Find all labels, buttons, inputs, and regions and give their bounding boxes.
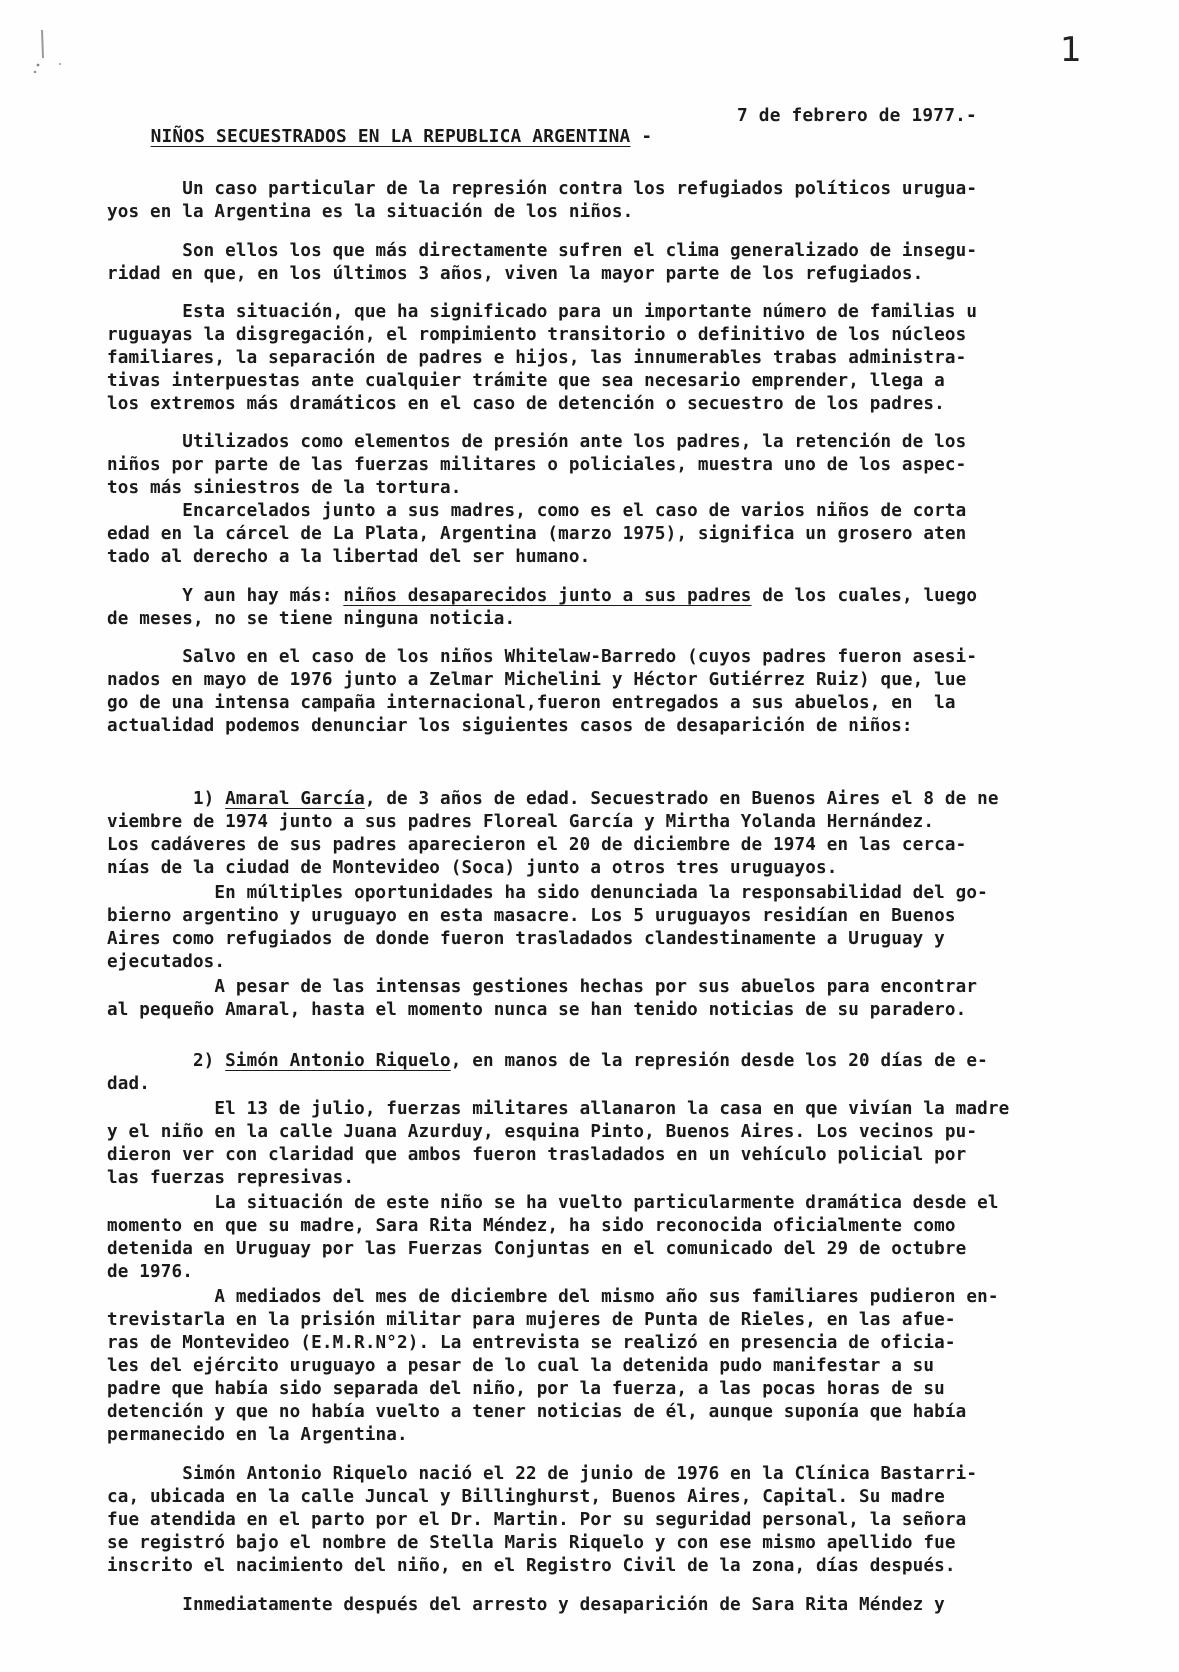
line-text: Simón Antonio Riquelo nació el 22 de junio de 1976 en la Clínica Bastarri- [107, 1464, 978, 1484]
text-line [107, 951, 225, 973]
line-text: Utilizados como elementos de presión ante los padres, la retención de los [107, 432, 967, 452]
text-line [107, 1463, 977, 1485]
line-text: trevistarla en la prisión militar para mujeres de Punta de Rieles, en las afue- [107, 1310, 956, 1330]
text-line [107, 1509, 966, 1531]
line-text: nías de la ciudad de Montevideo (Soca) junto a otros tres uruguayos. [107, 858, 838, 878]
document-header [107, 105, 977, 189]
line-text: yos en la Argentina es la situación de los niños. [107, 202, 634, 222]
line-text: momento en que su madre, Sara Rita Méndez, ha sido reconocida oficialmente como [107, 1216, 956, 1236]
text-line [107, 1238, 966, 1260]
text-line [107, 882, 988, 904]
text-line [107, 1121, 977, 1143]
paper-mark [30, 20, 70, 90]
line-text: ridad en que, en los últimos 3 años, viven la mayor parte de los refugiados. [107, 264, 924, 284]
line-text: Un caso particular de la represión contra los refugiados políticos urugua- [107, 179, 978, 199]
text-line [107, 370, 945, 392]
text-line [107, 546, 590, 568]
text-line [107, 454, 966, 476]
text-line [107, 1050, 988, 1072]
text-line [107, 324, 966, 346]
line-text: padre que había sido separada del niño, por la fuerza, a las pocas horas de su [107, 1379, 945, 1399]
line-text: nados en mayo de 1976 junto a Zelmar Michelini y Héctor Gutiérrez Ruiz) que, lue [107, 670, 967, 690]
text-line [107, 1192, 999, 1214]
line-text: 2) [107, 1051, 226, 1071]
line-text: inscrito el nacimiento del niño, en el Registro Civil de la zona, días después. [107, 1556, 956, 1576]
underlined-text: Simón Antonio Riquelo [225, 1051, 451, 1071]
text-line [107, 1261, 193, 1283]
line-text: de 1976. [107, 1262, 193, 1282]
text-line [107, 788, 999, 810]
line-text: En múltiples oportunidades ha sido denunciada la responsabilidad del go- [107, 883, 988, 903]
document-date: 7 de febrero de 1977.- [737, 105, 977, 126]
line-text: tivas interpuestas ante cualquier trámite que sea necesario emprender, llega a [107, 371, 945, 391]
text-line [107, 976, 977, 998]
line-text: y el niño en la calle Juana Azurduy, esquina Pinto, Buenos Aires. Los vecinos pu- [107, 1122, 978, 1142]
line-text-after: , de 3 años de edad. Secuestrado en Buenos Aires el 8 de ne [364, 789, 999, 809]
text-line [107, 1332, 956, 1354]
text-line [107, 301, 977, 323]
underlined-text: Amaral García [225, 789, 365, 809]
line-text: Son ellos los que más directamente sufren el clima generalizado de insegu- [107, 241, 978, 261]
text-line [107, 1555, 956, 1577]
text-line [107, 928, 945, 950]
line-text: ruguayas la disgregación, el rompimiento transitorio o definitivo de los núcleos [107, 325, 967, 345]
line-text: Aires como refugiados de donde fueron trasladados clandestinamente a Uruguay y [107, 929, 945, 949]
text-line [107, 178, 977, 200]
line-text: go de una intensa campaña internacional,fueron entregados a sus abuelos, en la [107, 693, 956, 713]
line-text: detenida en Uruguay por las Fuerzas Conjuntas en el comunicado del 29 de octubre [107, 1239, 967, 1259]
line-text: tado al derecho a la libertad del ser humano. [107, 547, 591, 567]
line-text: Los cadáveres de sus padres aparecieron el 20 de diciembre de 1974 en las cerca- [107, 835, 967, 855]
text-line [107, 811, 934, 833]
line-text: El 13 de julio, fuerzas militares allanaron la casa en que vivían la madre [107, 1099, 1010, 1119]
text-line [107, 692, 956, 714]
text-line [107, 1355, 934, 1377]
text-line [107, 500, 966, 522]
text-line [107, 1594, 945, 1616]
text-line [107, 1167, 354, 1189]
text-line [107, 240, 977, 262]
line-text: permanecido en la Argentina. [107, 1425, 408, 1445]
text-line [107, 201, 633, 223]
line-text: niños por parte de las fuerzas militares o policiales, muestra uno de los aspec- [107, 455, 967, 475]
line-text: de meses, no se tiene ninguna noticia. [107, 609, 516, 629]
document-title: NIÑOS SECUESTRADOS EN LA REPUBLICA ARGENTINA [150, 126, 631, 147]
line-text: les del ejército uruguayo a pesar de lo cual la detenida pudo manifestar a su [107, 1356, 935, 1376]
text-line [107, 715, 913, 737]
underlined-text: niños desaparecidos junto a sus padres [343, 586, 752, 606]
line-text: A mediados del mes de diciembre del mismo año sus familiares pudieron en- [107, 1287, 999, 1307]
line-text: ca, ubicada en la calle Juncal y Billinghurst, Buenos Aires, Capital. Su madre [107, 1487, 945, 1507]
line-text: dieron ver con claridad que ambos fueron trasladados en un vehículo policial por [107, 1145, 967, 1165]
line-text: detención y que no había vuelto a tener noticias de él, aunque suponía que había [107, 1402, 967, 1422]
text-line [107, 1532, 956, 1554]
line-text: las fuerzas represivas. [107, 1168, 355, 1188]
text-line [107, 1424, 408, 1446]
text-line [107, 905, 956, 927]
line-text: A pesar de las intensas gestiones hechas por sus abuelos para encontrar [107, 977, 978, 997]
text-line [107, 1073, 150, 1095]
line-text: tos más siniestros de la tortura. [107, 478, 462, 498]
line-text: fue atendida en el parto por el Dr. Martin. Por su seguridad personal, la señora [107, 1510, 967, 1530]
line-text: bierno argentino y uruguayo en esta masacre. Los 5 uruguayos residían en Buenos [107, 906, 956, 926]
text-line [107, 1144, 966, 1166]
text-line [107, 1215, 956, 1237]
text-line [107, 1401, 966, 1423]
line-text: familiares, la separación de padres e hijos, las innumerables trabas administra- [107, 348, 967, 368]
line-text: se registró bajo el nombre de Stella Maris Riquelo y con ese mismo apellido fue [107, 1533, 956, 1553]
header-dash: - [630, 126, 653, 147]
text-line [107, 1378, 945, 1400]
text-line [107, 834, 966, 856]
line-text: ras de Montevideo (E.M.R.N°2). La entrevista se realizó en presencia de oficia- [107, 1333, 956, 1353]
text-line [107, 1286, 999, 1308]
line-text: los extremos más dramáticos en el caso de detención o secuestro de los padres. [107, 394, 945, 414]
text-line [107, 608, 515, 630]
line-text: al pequeño Amaral, hasta el momento nunca se han tenido noticias de su paradero. [107, 1000, 967, 1020]
line-text: actualidad podemos denunciar los siguientes casos de desaparición de niños: [107, 716, 913, 736]
line-text: dad. [107, 1074, 150, 1094]
line-text: Salvo en el caso de los niños Whitelaw-Barredo (cuyos padres fueron asesi- [107, 647, 978, 667]
text-line [107, 477, 462, 499]
line-text: Inmediatamente después del arresto y desaparición de Sara Rita Méndez y [107, 1595, 945, 1615]
line-text-after: de los cuales, luego [751, 586, 978, 606]
text-line [107, 646, 977, 668]
text-line [107, 1098, 1009, 1120]
text-line [107, 1309, 956, 1331]
text-line [107, 1486, 945, 1508]
line-text-after: , en manos de la represión desde los 20 días de e- [450, 1051, 988, 1071]
line-text: Esta situación, que ha significado para un importante número de familias u [107, 302, 978, 322]
line-text: viembre de 1974 junto a sus padres Floreal García y Mirtha Yolanda Hernández. [107, 812, 935, 832]
text-line [107, 669, 966, 691]
line-text: Encarcelados junto a sus madres, como es el caso de varios niños de corta [107, 501, 967, 521]
text-line [107, 431, 966, 453]
page-number: 1 [1060, 30, 1082, 70]
text-line [107, 347, 966, 369]
text-line [107, 585, 977, 607]
line-text: 1) [107, 789, 226, 809]
text-line [107, 523, 966, 545]
text-line [107, 263, 923, 285]
line-text: La situación de este niño se ha vuelto particularmente dramática desde el [107, 1193, 999, 1213]
text-line [107, 999, 966, 1021]
line-text: ejecutados. [107, 952, 226, 972]
line-text: edad en la cárcel de La Plata, Argentina (marzo 1975), significa un grosero aten [107, 524, 967, 544]
line-text: Y aun hay más: [107, 586, 344, 606]
text-line [107, 857, 837, 879]
text-line [107, 393, 945, 415]
